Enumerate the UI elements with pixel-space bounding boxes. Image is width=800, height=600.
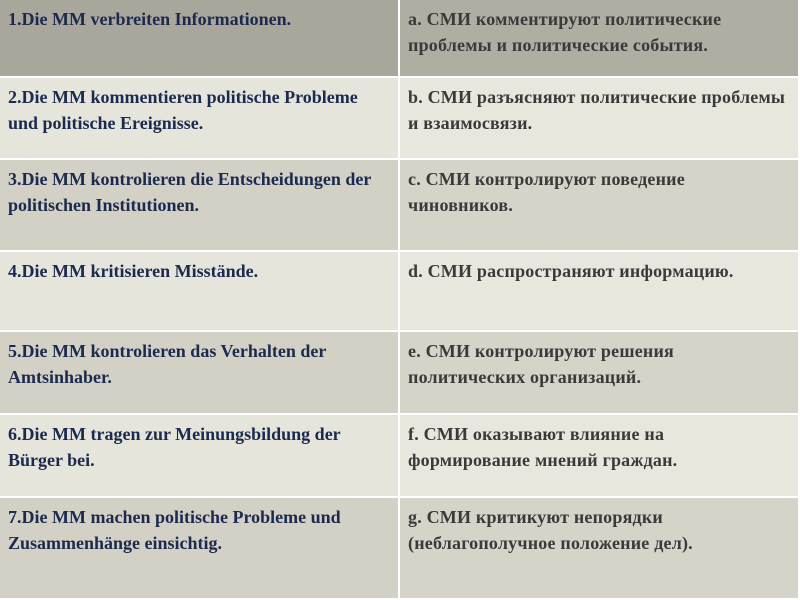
table-cell-russian: b. СМИ разъясняют политические проблемы и взаимосвязи. xyxy=(400,78,800,160)
table-cell-german: 1.Die MM verbreiten Informationen. xyxy=(0,0,400,78)
table-cell-german: 5.Die MM kontrolieren das Verhalten der Amtsinhaber. xyxy=(0,332,400,415)
table-cell-russian: e. СМИ контролируют решения политических организаций. xyxy=(400,332,800,415)
table-cell-russian: a. СМИ комментируют политические проблемы и политические события. xyxy=(400,0,800,78)
table-cell-russian: f. СМИ оказывают влияние на формирование мнений граждан. xyxy=(400,415,800,498)
table-cell-german: 7.Die MM machen politische Probleme und Zusammenhänge einsichtig. xyxy=(0,498,400,600)
table-cell-german: 3.Die MM kontrolieren die Entscheidungen der politischen Institutionen. xyxy=(0,160,400,252)
table-cell-german: 6.Die MM tragen zur Meinungsbildung der Bürger bei. xyxy=(0,415,400,498)
table-cell-russian: c. СМИ контролируют поведение чиновников. xyxy=(400,160,800,252)
table-cell-german: 4.Die MM kritisieren Misstände. xyxy=(0,252,400,332)
table-cell-russian: g. СМИ критикуют непорядки (неблагополучное положение дел). xyxy=(400,498,800,600)
table-cell-russian: d. СМИ распространяют информацию. xyxy=(400,252,800,332)
table-cell-german: 2.Die MM kommentieren politische Probleme und politische Ereignisse. xyxy=(0,78,400,160)
